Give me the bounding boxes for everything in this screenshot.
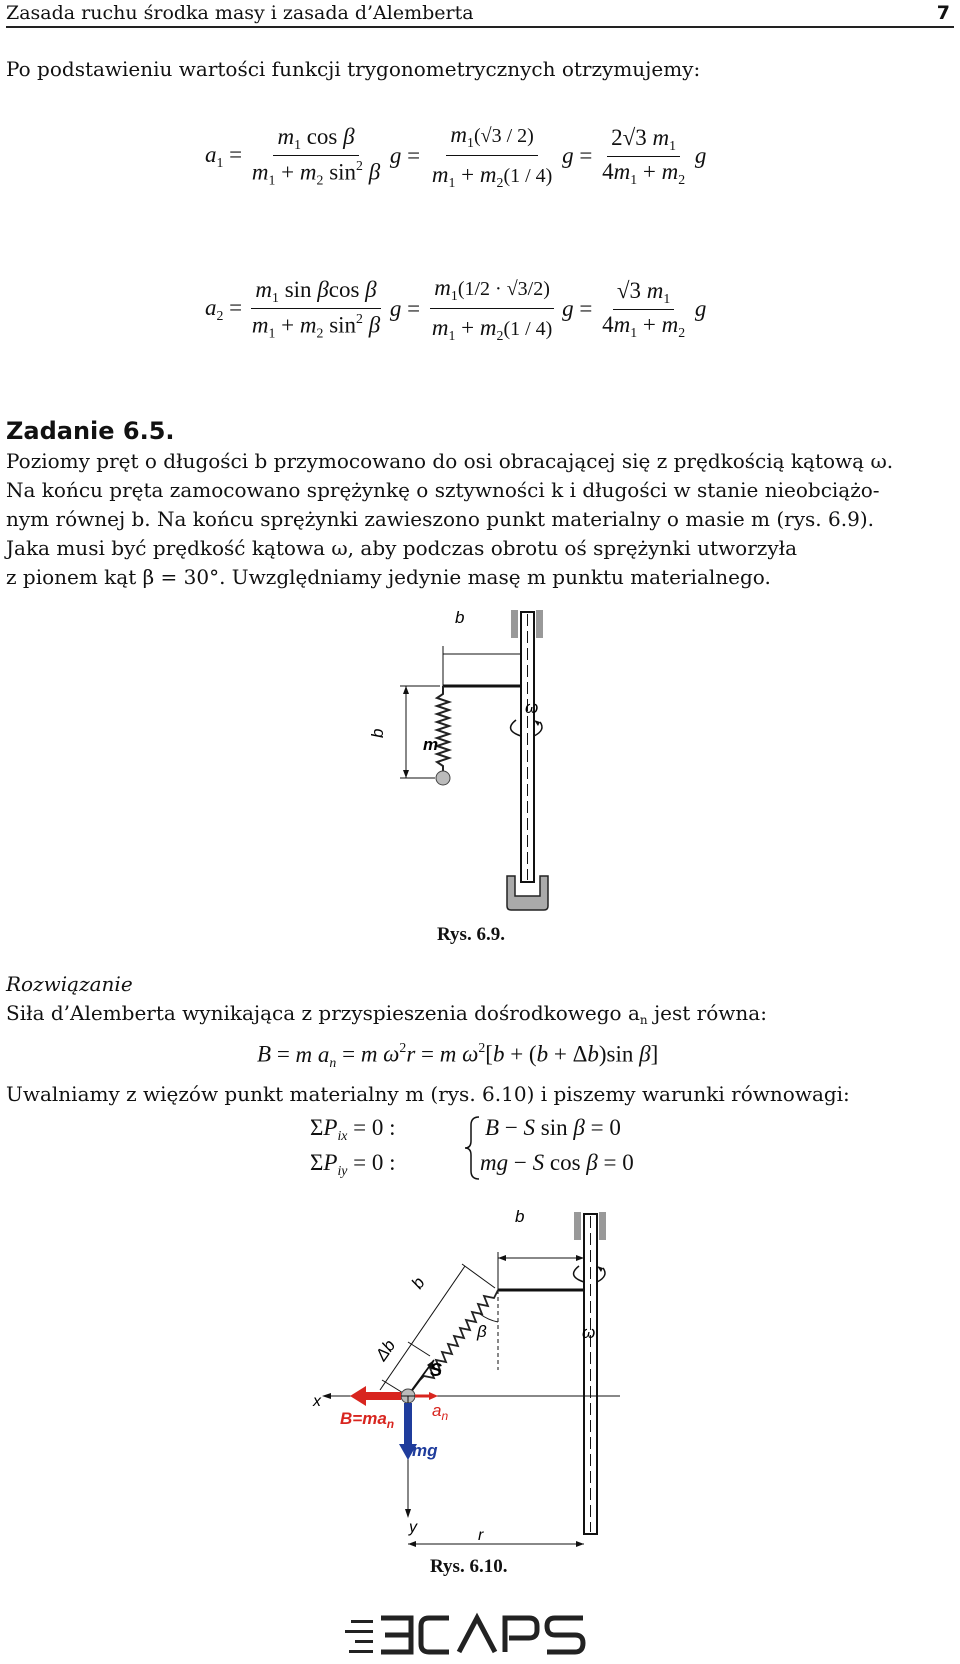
equation-sum-y: $\Sigma P_{iy} = 0$ : <box>310 1150 396 1178</box>
fig1-label-omega: ω <box>525 698 539 717</box>
fig2-label-B: $B=ma_n$ <box>340 1409 395 1431</box>
task-line-3: nym równej b. Na końcu sprężynki zawieszono punkt materialny o masie m (rys. 6.9). <box>6 507 874 531</box>
equation-x-balance: B − S sin β = 0 <box>485 1115 621 1140</box>
fig1-label-b-top: b <box>455 608 465 627</box>
figure-6-9 <box>368 608 580 914</box>
equation-a1: $a_1$ = $\frac{m_1 \cos \beta}{m_1 + m_2 \sin^2 \beta}$ g = $\frac{m_1(√3 / 2)}{m_1 + m_2(1 / 4)}$ g = $\frac{2√3 m_1}{4m_1 + m_2}$ g <box>205 122 707 190</box>
fig1-label-b-side: b <box>368 728 387 738</box>
fig2-label-r: r <box>478 1527 484 1544</box>
fig2-label-S: S <box>430 1360 443 1380</box>
fig1-caption: Rys. 6.9. <box>437 924 505 945</box>
fig2-label-x: x <box>313 1393 321 1410</box>
running-header: Zasada ruchu środka masy i zasada d’Alemberta <box>6 2 474 24</box>
equation-a2: $a_2$ = $\frac{m_1 \sin \beta\cos \beta}{m_1 + m_2 \sin^2 \beta}$ g = $\frac{m_1(1/2 \cdot √3/2)}{m_1 + m_2(1 / 4)}$ g = $\frac{√3 m_1}{4m_1 + m_2}$ g <box>205 275 707 343</box>
task-line-1: Poziomy pręt o długości b przymocowano do osi obracającej się z prędkością kątową ω. <box>6 449 894 473</box>
figure-6-10 <box>313 1207 630 1566</box>
fig2-label-b-diag: b <box>407 1273 429 1293</box>
fig2-label-mg: mg <box>412 1441 438 1460</box>
fig2-label-y: y <box>409 1519 417 1536</box>
fig2-label-beta: β <box>477 1322 487 1341</box>
fig2-label-omega: ω <box>582 1323 596 1342</box>
fig2-label-an: $a_n$ <box>432 1401 449 1423</box>
task-line-5: z pionem kąt β = 30°. Uwzględniamy jedynie masę m punktu materialnego. <box>6 565 771 589</box>
solution-heading: Rozwiązanie <box>6 972 133 996</box>
fig2-label-delta-b: Δb <box>371 1336 400 1365</box>
equation-sum-x: $\Sigma P_{ix} = 0$ : <box>310 1115 396 1143</box>
page-number: 7 <box>936 2 950 24</box>
logo-text: E3CAPS <box>345 1610 350 1611</box>
intro-paragraph: Po podstawieniu wartości funkcji trygonometrycznych otrzymujemy: <box>6 57 701 81</box>
fig2-label-b-top: b <box>515 1207 525 1226</box>
task-heading: Zadanie 6.5. <box>6 417 175 445</box>
equation-y-balance: mg − S cos β = 0 <box>480 1150 634 1175</box>
solution-line-1: Siła d’Alemberta wynikająca z przyspieszenia dośrodkowego $a_n$ jest równa: <box>6 1001 767 1028</box>
logo <box>345 1610 617 1658</box>
fig2-caption: Rys. 6.10. <box>430 1556 508 1577</box>
task-line-2: Na końcu pręta zamocowano sprężynkę o sztywności k i długości w stanie nieobciążo- <box>6 478 880 502</box>
fig1-label-m: m <box>423 735 439 754</box>
task-line-4: Jaka musi być prędkość kątowa ω, aby podczas obrotu oś sprężynki utworzyła <box>6 536 798 560</box>
header-rule <box>6 26 954 28</box>
solution-line-2: Uwalniamy z więzów punkt materialny m (rys. 6.10) i piszemy warunki równowagi: <box>6 1082 850 1106</box>
equation-B: B = m $a_n = m$ $\omega^2r = m$ $\omega^2[b + (b + \Delta b)\sin$ β] <box>257 1040 659 1070</box>
